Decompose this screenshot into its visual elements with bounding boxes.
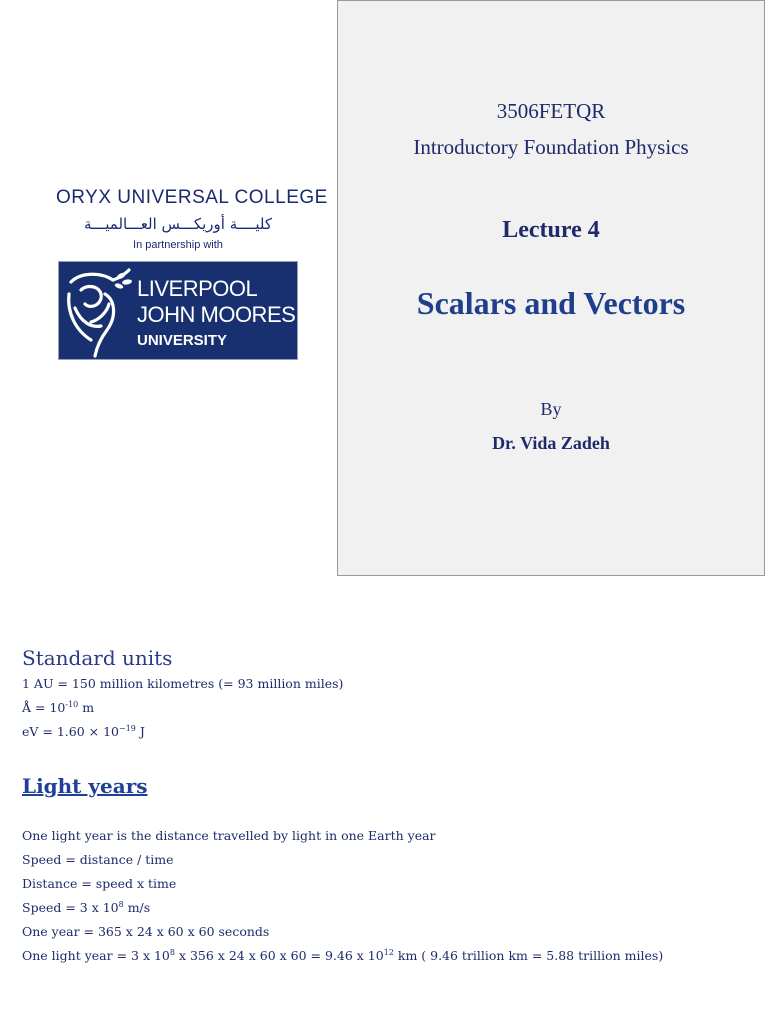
liver-bird-icon xyxy=(61,264,137,359)
ly-prefix: One light year = 3 x 10 xyxy=(22,948,170,963)
angstrom-exponent: -10 xyxy=(65,699,79,709)
college-name-arabic: كليــــة أوريكـــس العـــالميـــة xyxy=(84,215,272,233)
au-definition: 1 AU = 150 million kilometres (= 93 million miles) xyxy=(22,676,344,691)
ljmu-line-university: UNIVERSITY xyxy=(137,332,228,349)
speed-exponent: 8 xyxy=(118,899,124,909)
ljmu-line-john-moores: JOHN MOORES xyxy=(137,302,296,327)
partnership-text: In partnership with xyxy=(133,239,223,251)
ljmu-wordmark xyxy=(137,276,295,352)
ev-definition xyxy=(22,720,752,744)
ev-exponent: −19 xyxy=(119,723,136,733)
author-name: Dr. Vida Zadeh xyxy=(492,433,610,453)
course-title: Introductory Foundation Physics xyxy=(413,135,689,159)
ly-exponent-2: 12 xyxy=(383,947,394,957)
angstrom-prefix: Å = 10 xyxy=(22,700,66,715)
ev-prefix: eV = 1.60 × 10 xyxy=(22,724,120,739)
standard-units-heading: Standard units xyxy=(22,646,173,670)
one-year-seconds: One year = 365 x 24 x 60 x 60 seconds xyxy=(22,924,270,939)
speed-formula: Speed = distance / time xyxy=(22,852,174,867)
angstrom-unit: m xyxy=(78,700,95,715)
ly-suffix: km ( 9.46 trillion km = 5.88 trillion miles) xyxy=(393,948,664,963)
lecture-number: Lecture 4 xyxy=(502,217,600,243)
lecture-topic: Scalars and Vectors xyxy=(416,285,686,321)
speed-prefix: Speed = 3 x 10 xyxy=(22,900,119,915)
ly-middle: x 356 x 24 x 60 x 60 = 9.46 x 10 xyxy=(174,948,384,963)
document-body xyxy=(22,644,752,968)
course-code: 3506FETQR xyxy=(496,99,606,123)
ljmu-logo xyxy=(58,261,298,360)
speed-of-light xyxy=(22,896,752,920)
ev-unit: J xyxy=(135,724,145,739)
angstrom-definition xyxy=(22,696,752,720)
title-panel xyxy=(337,0,765,576)
ljmu-line-liverpool: LIVERPOOL xyxy=(137,276,258,301)
light-year-definition: One light year is the distance travelled by light in one Earth year xyxy=(22,828,436,843)
by-label: By xyxy=(540,399,562,419)
light-year-calculation xyxy=(22,944,752,968)
light-years-heading: Light years xyxy=(22,774,148,798)
distance-formula: Distance = speed x time xyxy=(22,876,177,891)
ly-exponent-1: 8 xyxy=(169,947,175,957)
college-logo xyxy=(56,186,328,360)
college-name: ORYX UNIVERSAL COLLEGE xyxy=(56,187,328,208)
speed-unit: m/s xyxy=(123,900,151,915)
